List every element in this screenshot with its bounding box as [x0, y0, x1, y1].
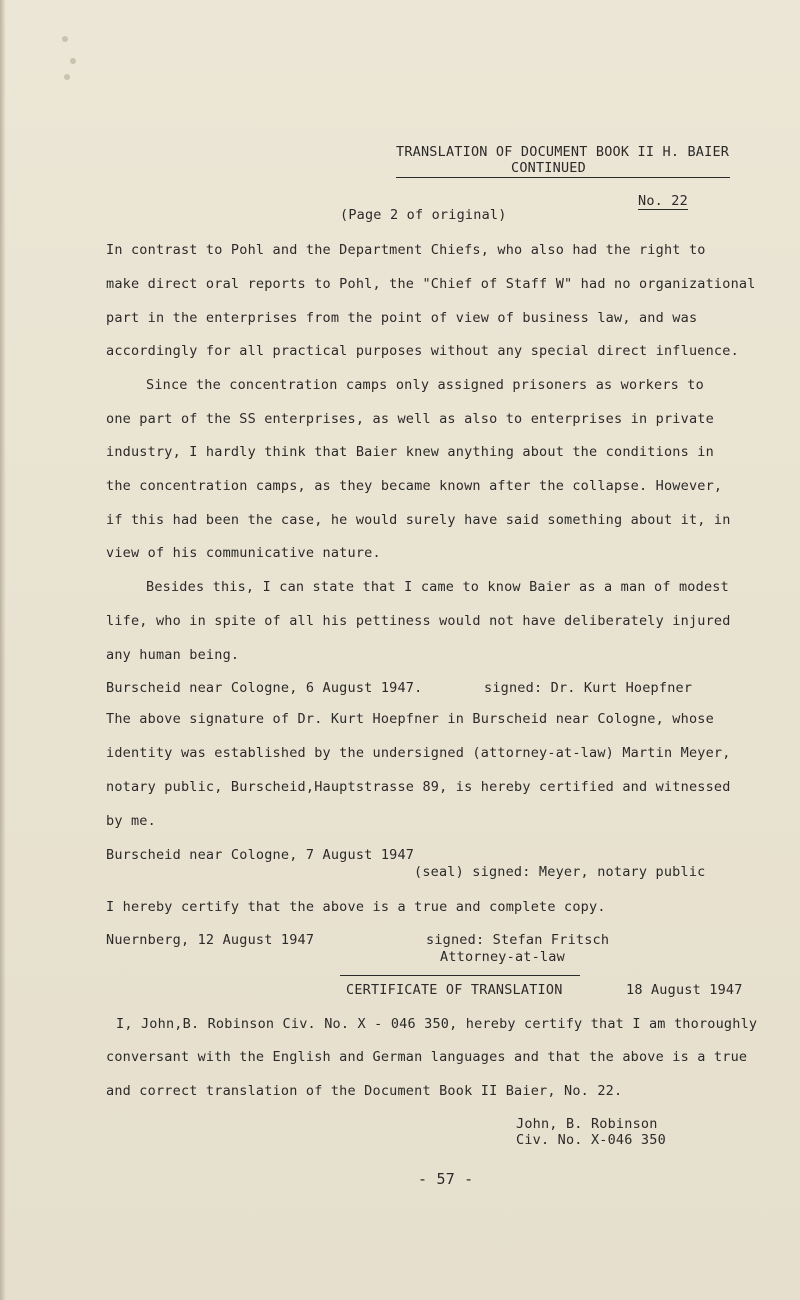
paragraph-line: In contrast to Pohl and the Department Chiefs, who also had the right to: [106, 242, 706, 258]
paragraph-line: make direct oral reports to Pohl, the "Chief of Staff W" had no organizational: [106, 276, 756, 292]
paragraph-line: industry, I hardly think that Baier knew anything about the conditions in: [106, 444, 714, 460]
page-edge-shadow: [0, 0, 6, 1300]
signature-signed: (seal) signed: Meyer, notary public: [414, 864, 706, 880]
paragraph-line: part in the enterprises from the point of view of business law, and was: [106, 310, 698, 326]
signature-place-date: Burscheid near Cologne, 6 August 1947.: [106, 680, 423, 696]
paragraph-line: notary public, Burscheid,Hauptstrasse 89, is hereby certified and witnessed: [106, 779, 731, 795]
page-reference: (Page 2 of original): [340, 207, 507, 223]
signature-place-date: Nuernberg, 12 August 1947: [106, 932, 315, 948]
certificate-line: I, John,B. Robinson Civ. No. X - 046 350, hereby certify that I am thoroughly: [116, 1016, 758, 1032]
translator-name: John, B. Robinson: [516, 1116, 658, 1132]
punch-mark: [70, 58, 76, 64]
document-title: TRANSLATION OF DOCUMENT BOOK II H. BAIER: [396, 144, 730, 160]
paragraph-line: accordingly for all practical purposes without any special direct influence.: [106, 343, 739, 359]
signature-place-date: Burscheid near Cologne, 7 August 1947: [106, 847, 415, 863]
paragraph-line: any human being.: [106, 647, 240, 663]
certificate-date: 18 August 1947: [626, 982, 743, 998]
paragraph-line: Since the concentration camps only assigned prisoners as workers to: [146, 377, 704, 393]
signature-signed: signed: Stefan Fritsch: [426, 932, 610, 948]
certificate-line: and correct translation of the Document Book II Baier, No. 22.: [106, 1083, 623, 1099]
page-number: - 57 -: [418, 1170, 474, 1188]
paragraph-line: view of his communicative nature.: [106, 545, 381, 561]
certificate-rule: [340, 975, 580, 976]
paragraph-line: the concentration camps, as they became known after the collapse. However,: [106, 478, 723, 494]
translator-number: Civ. No. X-046 350: [516, 1132, 666, 1148]
copy-certification: I hereby certify that the above is a true and complete copy.: [106, 899, 606, 915]
paragraph-line: if this had been the case, he would surely have said something about it, in: [106, 512, 731, 528]
certificate-line: conversant with the English and German languages and that the above is a true: [106, 1049, 748, 1065]
certificate-heading: CERTIFICATE OF TRANSLATION: [346, 982, 563, 998]
document-subtitle: CONTINUED: [511, 160, 586, 176]
paragraph-line: The above signature of Dr. Kurt Hoepfner in Burscheid near Cologne, whose: [106, 711, 714, 727]
paragraph-line: one part of the SS enterprises, as well as also to enterprises in private: [106, 411, 714, 427]
punch-mark: [62, 36, 68, 42]
header-rule: [396, 177, 730, 178]
paragraph-line: identity was established by the undersigned (attorney-at-law) Martin Meyer,: [106, 745, 731, 761]
signature-signed: signed: Dr. Kurt Hoepfner: [484, 680, 693, 696]
punch-mark: [64, 74, 70, 80]
paragraph-line: life, who in spite of all his pettiness would not have deliberately injured: [106, 613, 731, 629]
paragraph-line: by me.: [106, 813, 156, 829]
document-number: No. 22: [638, 193, 688, 209]
signature-title: Attorney-at-law: [440, 949, 565, 965]
paragraph-line: Besides this, I can state that I came to know Baier as a man of modest: [146, 579, 729, 595]
